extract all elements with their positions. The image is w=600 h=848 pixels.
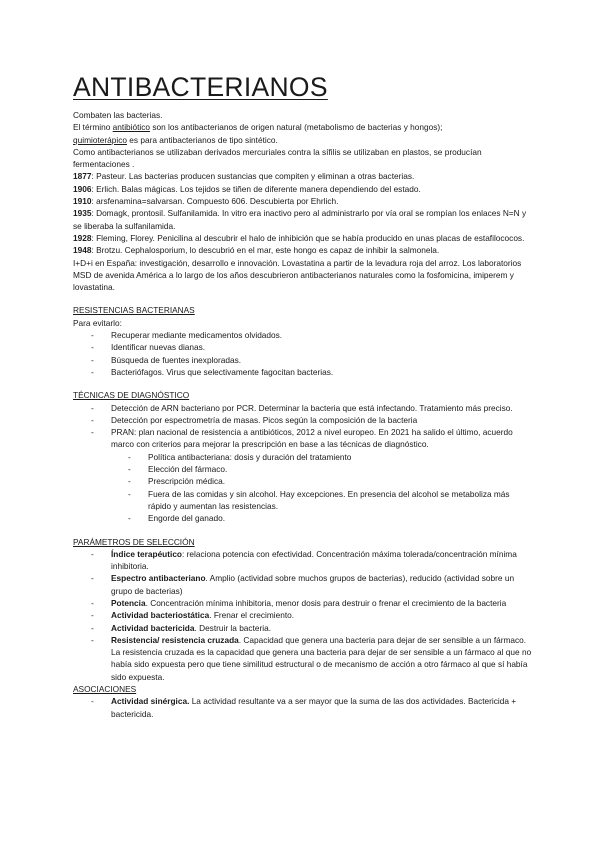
list-item xyxy=(73,634,533,683)
history-text: : arsfenamina=salvarsan. Compuesto 606. Descubierta por Ehrlich. xyxy=(91,196,339,207)
param-term: Actividad bactericida xyxy=(111,622,195,633)
intro-line-2-prefix: El término xyxy=(73,122,113,133)
list-item: - PRAN: plan nacional de resistencia a antibióticos, 2012 a nivel europeo. En 2021 ha salido el último, acuerdo marco con criterios para mejorar la prescripción en base a las técnicas de diagnóstico. xyxy=(73,426,533,451)
history-entry xyxy=(73,170,533,182)
list-item: - Búsqueda de fuentes inexploradas. xyxy=(73,354,533,366)
history-text: : Erlich. Balas mágicas. Los tejidos se tiñen de diferente manera dependiendo del estado. xyxy=(91,183,421,194)
intro-line-3 xyxy=(73,134,533,146)
section-title-parametros: PARÁMETROS DE SELECCIÓN xyxy=(73,536,195,547)
param-text: : relaciona potencia con efectividad. Concentración máxima tolerada/concentración mínima inhibitoria. xyxy=(111,548,517,572)
history-entry xyxy=(73,244,533,256)
history-text: : Pasteur. Las bacterias producen sustancias que compiten y eliminan a otras bacterias. xyxy=(91,171,415,182)
sub-list-item: - Fuera de las comidas y sin alcohol. Hay excepciones. En presencia del alcohol se metaboliza más rápido y aumentan las resistencias. xyxy=(73,488,533,513)
term-quimioterapico: quimioterápico xyxy=(73,134,127,145)
history-year: 1948 xyxy=(73,245,92,256)
history-entry xyxy=(73,195,533,207)
history-year: 1877 xyxy=(73,171,92,182)
asoc-text: La actividad resultante va a ser mayor que la suma de las dos actividades. Bactericida + bactericida. xyxy=(111,696,517,719)
resistencias-list xyxy=(73,329,533,378)
history-year: 1906 xyxy=(73,183,92,194)
param-term: Actividad bacteriostática xyxy=(111,610,210,621)
idi-paragraph: I+D+i en España: investigación, desarrollo e innovación. Lovastatina a partir de la levadura roja del arroz. Los laboratorios MSD de avenida América a lo largo de los años descubrieron antibacterianos naturales como la fosfomicina, imiperem y lovastatina. xyxy=(73,257,522,293)
tecnicas-list xyxy=(73,402,533,451)
document-body xyxy=(73,109,533,720)
list-item: - Bacteriófagos. Virus que selectivamente fagocitan bacterias. xyxy=(73,366,533,378)
section-title-tecnicas: TÉCNICAS DE DIAGNÓSTICO xyxy=(73,390,190,401)
section-title-asociaciones: ASOCIACIONES xyxy=(73,684,137,695)
tecnicas-sublist xyxy=(73,451,533,525)
list-item xyxy=(73,548,533,573)
document-page xyxy=(73,72,533,720)
intro-line-2-suffix: son los antibacterianos de origen natural (metabolismo de bacterias y hongos); xyxy=(150,122,443,133)
param-text: . Concentración mínima inhibitoria, menor dosis para destruir o frenar el crecimiento de la bacteria xyxy=(145,597,507,608)
page-title: ANTIBACTERIANOS xyxy=(73,72,328,102)
intro-line-4: Como antibacterianos se utilizaban derivados mercuriales contra la sífilis se utilizaban en plastos, se producían fermentaciones . xyxy=(73,146,482,170)
history-year: 1935 xyxy=(73,208,92,219)
list-item: - Detección por espectrometría de masas. Picos según la composición de la bacteria xyxy=(73,414,533,426)
parametros-list xyxy=(73,548,533,683)
asoc-term: Actividad sinérgica. xyxy=(111,696,190,707)
sub-list-item: - Engorde del ganado. xyxy=(73,512,533,524)
section-title-resistencias: RESISTENCIAS BACTERIANAS xyxy=(73,305,195,316)
section-tecnicas xyxy=(73,389,533,524)
history-text: : Brotzu. Cephalosporium, lo descubrió en el mar, este hongo es capaz de inhibir la salmonela. xyxy=(91,245,440,256)
param-text: . Frenar el crecimiento. xyxy=(209,610,295,621)
history-entry xyxy=(73,232,533,244)
param-text: . Capacidad que genera una bacteria para dejar de ser sensible a un fármaco. La resistencia cruzada es la capacidad que genera una bacteria para dejar de ser sensible a un fármaco al que no había sido expuesta pero que tiene similitud estructural o de mecanismo de acción a otro fármaco al que sí había sido expuesta. xyxy=(111,634,532,682)
history-year: 1928 xyxy=(73,232,92,243)
param-term: Índice terapéutico xyxy=(111,548,183,559)
list-item xyxy=(73,609,533,621)
sub-list-item: - Elección del fármaco. xyxy=(73,463,533,475)
param-term: Potencia xyxy=(111,597,146,608)
history-text: : Domagk, prontosil. Sulfanilamida. In vitro era inactivo pero al administrarlo por vía oral se rompían los enlaces N=N y se liberaba la sulfanilamida. xyxy=(73,208,527,231)
list-item: - Identificar nuevas dianas. xyxy=(73,341,533,353)
history-text: : Fleming, Florey. Penicilina al descubrir el halo de inhibición que se había producido en unas placas de estafilococos. xyxy=(91,232,525,243)
section-resistencias xyxy=(73,304,533,378)
history-entry xyxy=(73,183,533,195)
asociaciones-list xyxy=(73,695,533,720)
sub-list-item: - Política antibacteriana: dosis y duración del tratamiento xyxy=(73,451,533,463)
list-item xyxy=(73,622,533,634)
sub-list-item: - Prescripción médica. xyxy=(73,475,533,487)
list-item xyxy=(73,695,533,720)
list-item xyxy=(73,597,533,609)
param-term: Espectro antibacteriano xyxy=(111,573,206,584)
list-item: - Recuperar mediante medicamentos olvidados. xyxy=(73,329,533,341)
resistencias-lead: Para evitarlo: xyxy=(73,317,122,328)
intro-line-3-suffix: es para antibacterianos de tipo sintético. xyxy=(126,134,278,145)
history-entry xyxy=(73,207,533,232)
section-parametros xyxy=(73,536,533,684)
intro-line-1: Combaten las bacterias. xyxy=(73,110,163,120)
list-item xyxy=(73,572,533,597)
param-term: Resistencia/ resistencia cruzada xyxy=(111,634,239,645)
param-text: . Destruir la bacteria. xyxy=(194,622,272,633)
term-antibiotico: antibiótico xyxy=(112,122,151,133)
section-asociaciones xyxy=(73,683,533,720)
history-year: 1910 xyxy=(73,196,92,207)
param-text: . Amplio (actividad sobre muchos grupos de bacterias), reducido (actividad sobre un grupo de bacterias) xyxy=(111,573,515,596)
list-item: - Detección de ARN bacteriano por PCR. Determinar la bacteria que está infectando. Tratamiento más preciso. xyxy=(73,402,533,414)
intro-line-2 xyxy=(73,121,533,133)
